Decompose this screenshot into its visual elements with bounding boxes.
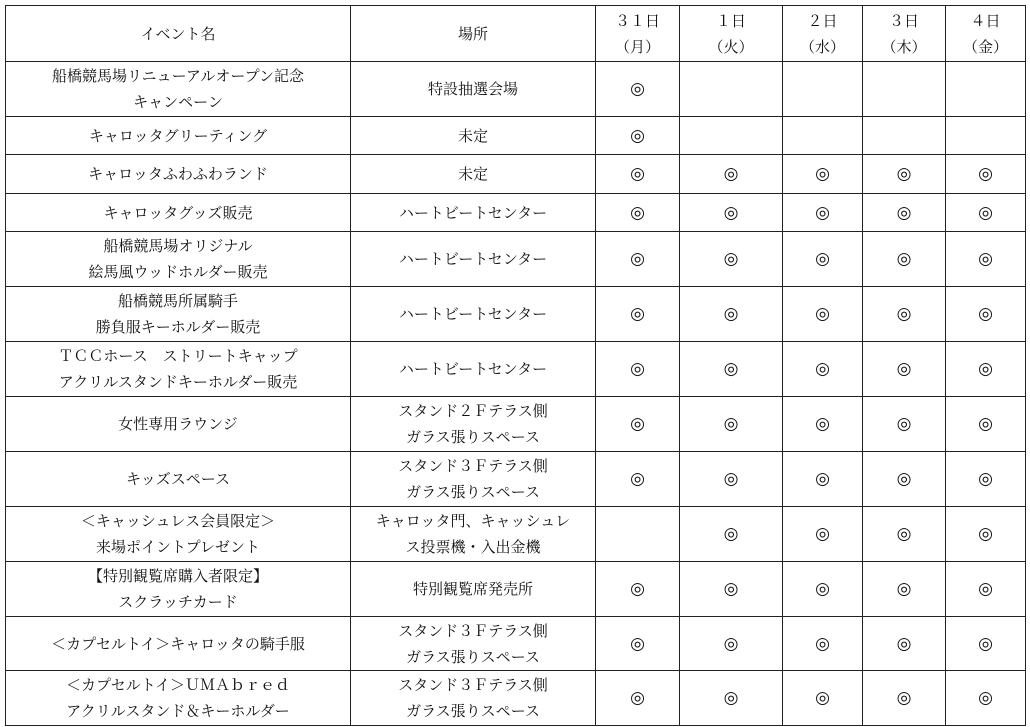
day-mark-cell: ◎: [946, 397, 1026, 452]
day-mark-cell: ◎: [863, 507, 946, 562]
table-row: [6, 117, 1026, 155]
day-mark-cell: [946, 117, 1026, 155]
event-name-cell: ＴＣＣホース ストリートキャップ アクリルスタンドキーホルダー販売: [6, 342, 351, 397]
day-mark-cell: [680, 117, 783, 155]
day-mark-cell: ◎: [783, 617, 863, 671]
day-mark-cell: ◎: [783, 194, 863, 232]
day-mark-cell: ◎: [946, 232, 1026, 287]
day-mark-cell: ◎: [680, 671, 783, 726]
event-name-cell: キャロッタふわふわランド: [6, 155, 351, 194]
table-row: [6, 232, 1026, 287]
event-name-cell: 船橋競馬場リニューアルオープン記念 キャンペーン: [6, 62, 351, 117]
place-cell: スタンド３Ｆテラス側 ガラス張りスペース: [351, 617, 596, 671]
table-row: [6, 617, 1026, 671]
table-row: [6, 62, 1026, 117]
table-row: [6, 452, 1026, 507]
event-name-cell: 【特別観覧席購入者限定】 スクラッチカード: [6, 562, 351, 617]
day-mark-cell: ◎: [863, 617, 946, 671]
day-mark-cell: ◎: [946, 194, 1026, 232]
day-mark-cell: ◎: [783, 287, 863, 342]
day-mark-cell: ◎: [946, 452, 1026, 507]
day-mark-cell: ◎: [596, 452, 680, 507]
day-mark-cell: ◎: [596, 562, 680, 617]
day-mark-cell: ◎: [596, 287, 680, 342]
table-row: [6, 342, 1026, 397]
event-name-cell: 女性専用ラウンジ: [6, 397, 351, 452]
day-mark-cell: [680, 62, 783, 117]
day-mark-cell: ◎: [863, 397, 946, 452]
event-name-cell: 船橋競馬所属騎手 勝負服キーホルダー販売: [6, 287, 351, 342]
day-mark-cell: ◎: [596, 342, 680, 397]
place-cell: ハートビートセンター: [351, 287, 596, 342]
event-name-cell: ＜カプセルトイ＞ＵＭＡｂｒｅｄ アクリルスタンド＆キーホルダー: [6, 671, 351, 726]
header-day-31: ３１日 （月）: [596, 6, 680, 62]
day-mark-cell: ◎: [946, 617, 1026, 671]
day-mark-cell: ◎: [946, 671, 1026, 726]
table-row: [6, 397, 1026, 452]
table-row: [6, 287, 1026, 342]
event-name-cell: 船橋競馬場オリジナル 絵馬風ウッドホルダー販売: [6, 232, 351, 287]
header-day-4: ４日 （金）: [946, 6, 1026, 62]
day-mark-cell: ◎: [946, 155, 1026, 194]
day-mark-cell: ◎: [946, 507, 1026, 562]
day-mark-cell: [946, 62, 1026, 117]
day-mark-cell: ◎: [680, 397, 783, 452]
place-cell: 未定: [351, 117, 596, 155]
day-mark-cell: ◎: [863, 232, 946, 287]
day-mark-cell: ◎: [863, 155, 946, 194]
day-mark-cell: ◎: [863, 671, 946, 726]
day-mark-cell: ◎: [863, 452, 946, 507]
day-mark-cell: ◎: [680, 342, 783, 397]
place-cell: スタンド３Ｆテラス側 ガラス張りスペース: [351, 452, 596, 507]
event-name-cell: ＜カプセルトイ＞キャロッタの騎手服: [6, 617, 351, 671]
day-mark-cell: ◎: [863, 562, 946, 617]
day-mark-cell: ◎: [596, 62, 680, 117]
day-mark-cell: ◎: [783, 155, 863, 194]
day-mark-cell: ◎: [783, 452, 863, 507]
day-mark-cell: ◎: [783, 562, 863, 617]
day-mark-cell: ◎: [596, 671, 680, 726]
place-cell: ハートビートセンター: [351, 194, 596, 232]
place-cell: ハートビートセンター: [351, 232, 596, 287]
place-cell: 特別観覧席発売所: [351, 562, 596, 617]
header-day-3: ３日 （木）: [863, 6, 946, 62]
event-name-cell: キャロッタグリーティング: [6, 117, 351, 155]
header-event: イベント名: [6, 6, 351, 62]
day-mark-cell: ◎: [680, 617, 783, 671]
day-mark-cell: ◎: [680, 287, 783, 342]
place-cell: スタンド３Ｆテラス側 ガラス張りスペース: [351, 671, 596, 726]
day-mark-cell: ◎: [680, 452, 783, 507]
day-mark-cell: ◎: [680, 194, 783, 232]
day-mark-cell: ◎: [783, 507, 863, 562]
day-mark-cell: ◎: [680, 562, 783, 617]
day-mark-cell: [596, 507, 680, 562]
event-name-cell: キッズスペース: [6, 452, 351, 507]
place-cell: 特設抽選会場: [351, 62, 596, 117]
day-mark-cell: ◎: [596, 617, 680, 671]
table-row: [6, 562, 1026, 617]
table-row: [6, 507, 1026, 562]
event-name-cell: キャロッタグッズ販売: [6, 194, 351, 232]
table-row: [6, 671, 1026, 726]
event-schedule-table: [5, 5, 1026, 726]
day-mark-cell: [863, 117, 946, 155]
header-day-1: １日 （火）: [680, 6, 783, 62]
day-mark-cell: ◎: [783, 342, 863, 397]
day-mark-cell: ◎: [596, 117, 680, 155]
day-mark-cell: ◎: [863, 287, 946, 342]
place-cell: キャロッタ門、キャッシュレ ス投票機・入出金機: [351, 507, 596, 562]
header-day-2: ２日 （水）: [783, 6, 863, 62]
day-mark-cell: [783, 117, 863, 155]
day-mark-cell: ◎: [783, 671, 863, 726]
day-mark-cell: ◎: [946, 342, 1026, 397]
day-mark-cell: ◎: [680, 507, 783, 562]
day-mark-cell: ◎: [680, 232, 783, 287]
place-cell: 未定: [351, 155, 596, 194]
day-mark-cell: ◎: [783, 397, 863, 452]
day-mark-cell: ◎: [596, 194, 680, 232]
table-row: [6, 155, 1026, 194]
header-row: [6, 6, 1026, 62]
day-mark-cell: [863, 62, 946, 117]
header-place: 場所: [351, 6, 596, 62]
day-mark-cell: ◎: [680, 155, 783, 194]
day-mark-cell: ◎: [946, 562, 1026, 617]
day-mark-cell: [783, 62, 863, 117]
place-cell: ハートビートセンター: [351, 342, 596, 397]
day-mark-cell: ◎: [863, 194, 946, 232]
day-mark-cell: ◎: [946, 287, 1026, 342]
day-mark-cell: ◎: [783, 232, 863, 287]
day-mark-cell: ◎: [596, 155, 680, 194]
day-mark-cell: ◎: [596, 397, 680, 452]
table-row: [6, 194, 1026, 232]
event-name-cell: ＜キャッシュレス会員限定＞ 来場ポイントプレゼント: [6, 507, 351, 562]
day-mark-cell: ◎: [596, 232, 680, 287]
day-mark-cell: ◎: [863, 342, 946, 397]
place-cell: スタンド２Ｆテラス側 ガラス張りスペース: [351, 397, 596, 452]
